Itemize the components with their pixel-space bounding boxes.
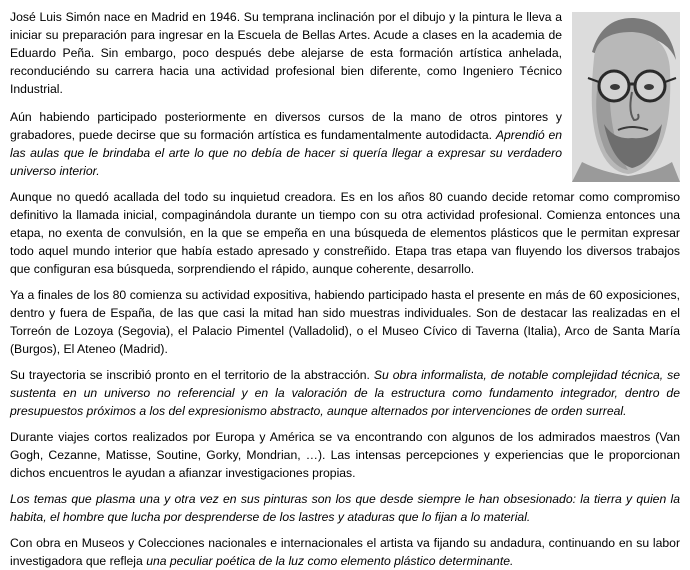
portrait-illustration (572, 12, 680, 182)
bio-paragraph-4 (10, 286, 680, 358)
bio-paragraph-7-emphasis: Los temas que plasma una y otra vez en sus pinturas son los que desde siempre le han obsesionado: la tierra y quien la habita, el hombre que lucha por desprenderse de los lastres y ataduras que lo fijan a lo material. (10, 492, 680, 524)
bio-paragraph-2-emphasis: Aprendió en las aulas que le brindaba el arte lo que no debía de hacer si quería llegar a expresar su verdadero universo interior. (10, 128, 563, 178)
bio-paragraph-8-text: Con obra en Museos y Colecciones nacionales e internacionales el artista va fijando su andadura, continuando en su labor investigadora que refleja (10, 536, 680, 568)
bio-paragraph-4-text: Ya a finales de los 80 comienza su actividad expositiva, habiendo participado hasta el presente en más de 60 exposiciones, dentro y fuera de España, de las que casi la mitad han sido muestras individuales. Son de destacar las realizadas en el Torreón de Lozoya (Segovia), el Palacio Pimentel (Valladolid), o el Museo Cívico di Taverna (Italia), Arco de Santa María (Burgos), El Ateneo (Madrid). (10, 288, 680, 356)
bio-paragraph-5 (10, 366, 680, 420)
bio-paragraph-8-emphasis: una peculiar poética de la luz como elemento plástico determinante. (146, 554, 514, 568)
bio-paragraph-3 (10, 188, 680, 278)
bio-paragraph-1-text: José Luis Simón nace en Madrid en 1946. Su temprana inclinación por el dibujo y la pintura le lleva a iniciar su preparación para ingresar en la Escuela de Bellas Artes. Acude a clases en la academia de Eduardo Peña. Sin embargo, poco después debe alejarse de esta formación artística anhelada, reconduciéndo su carrera hacia una actividad profesional bien diferente, como Ingeniero Técnico Industrial. (10, 10, 562, 96)
bio-paragraph-3-text: Aunque no quedó acallada del todo su inquietud creadora. Es en los años 80 cuando decide retomar como compromiso definitivo la llamada inicial, compaginándola durante un tiempo con su otra actividad profesional. Comienza entonces una etapa, no exenta de convulsión, en la que se empeña en una búsqueda de elementos plásticos que le permitan expresar todo aquel mundo interior que había estado apresado y constreñido. Etapa tras etapa van fluyendo los diversos trabajos que configuran esa búsqueda, sorprendiendo el rápido, aunque coherente, desarrollo. (10, 190, 680, 276)
bio-paragraph-7 (10, 490, 680, 526)
bio-paragraph-5-emphasis: Su obra informalista, de notable complejidad técnica, se sustenta en un universo no referencial y en la valoración de la estructura como fundamento integrador, dentro de presupuestos próximos a los del expresionismo abstracto, aunque alternados por intervenciones de orden surreal. (10, 368, 680, 418)
bio-paragraph-2-text: Aún habiendo participado posteriormente en diversos cursos de la mano de otros pintores y grabadores, puede decirse que su formación artística es fundamentalmente autodidacta. (10, 110, 562, 142)
artist-portrait-photo (572, 12, 680, 182)
bio-paragraph-5-text: Su trayectoria se inscribió pronto en el territorio de la abstracción. (10, 368, 374, 382)
bio-paragraph-6-text: Durante viajes cortos realizados por Europa y América se va encontrando con algunos de los admirados maestros (Van Gogh, Cezanne, Matisse, Soutine, Gorky, Mondrian, …). Las intensas percepciones y experiencias que le proporcionan dichos encuentros le ayudan a afianzar investigaciones propias. (10, 430, 680, 480)
bio-paragraph-6 (10, 428, 680, 482)
